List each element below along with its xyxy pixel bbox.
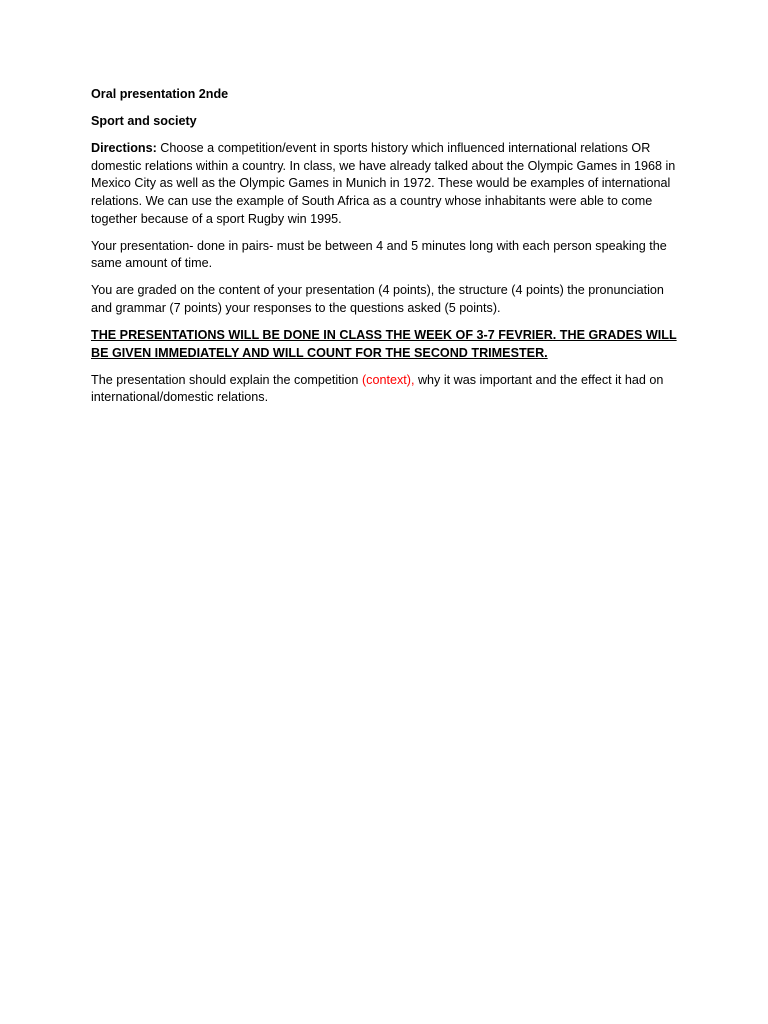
explanation-text-start: The presentation should explain the competition — [91, 372, 362, 387]
grading-paragraph: You are graded on the content of your presentation (4 points), the structure (4 points) the pronunciation and grammar (7 points) your responses to the questions asked (5 points). — [91, 283, 664, 315]
directions-text: Choose a competition/event in sports history which influenced international relations OR domestic relations within a country. In class, we have already talked about the Olympic Games in 1968 in Mexico City as well as the Olympic Games in Munich in 1972. These would be examples of international relations. We can use the example of South Africa as a country whose inhabitants were able to come together because of a sport Rugby win 1995. — [91, 141, 676, 226]
deadline-notice: THE PRESENTATIONS WILL BE DONE IN CLASS THE WEEK OF 3-7 FEVRIER. THE GRADES WILL BE GIVEN IMMEDIATELY AND WILL COUNT FOR THE SECOND TRIMESTER. — [91, 328, 677, 360]
context-highlight: (context), — [361, 372, 415, 387]
document-title: Oral presentation 2nde — [91, 87, 229, 101]
directions-label: Directions: — [91, 141, 157, 156]
explanation-text-end: why it was important and the effect it had on international/domestic relations. — [91, 372, 664, 405]
presentation-length-paragraph: Your presentation- done in pairs- must be between 4 and 5 minutes long with each person speaking the same amount of time. — [91, 238, 667, 271]
directions-paragraph — [91, 140, 681, 228]
document-page — [91, 86, 681, 416]
explanation-paragraph — [91, 372, 681, 407]
document-subtitle: Sport and society — [91, 114, 197, 129]
